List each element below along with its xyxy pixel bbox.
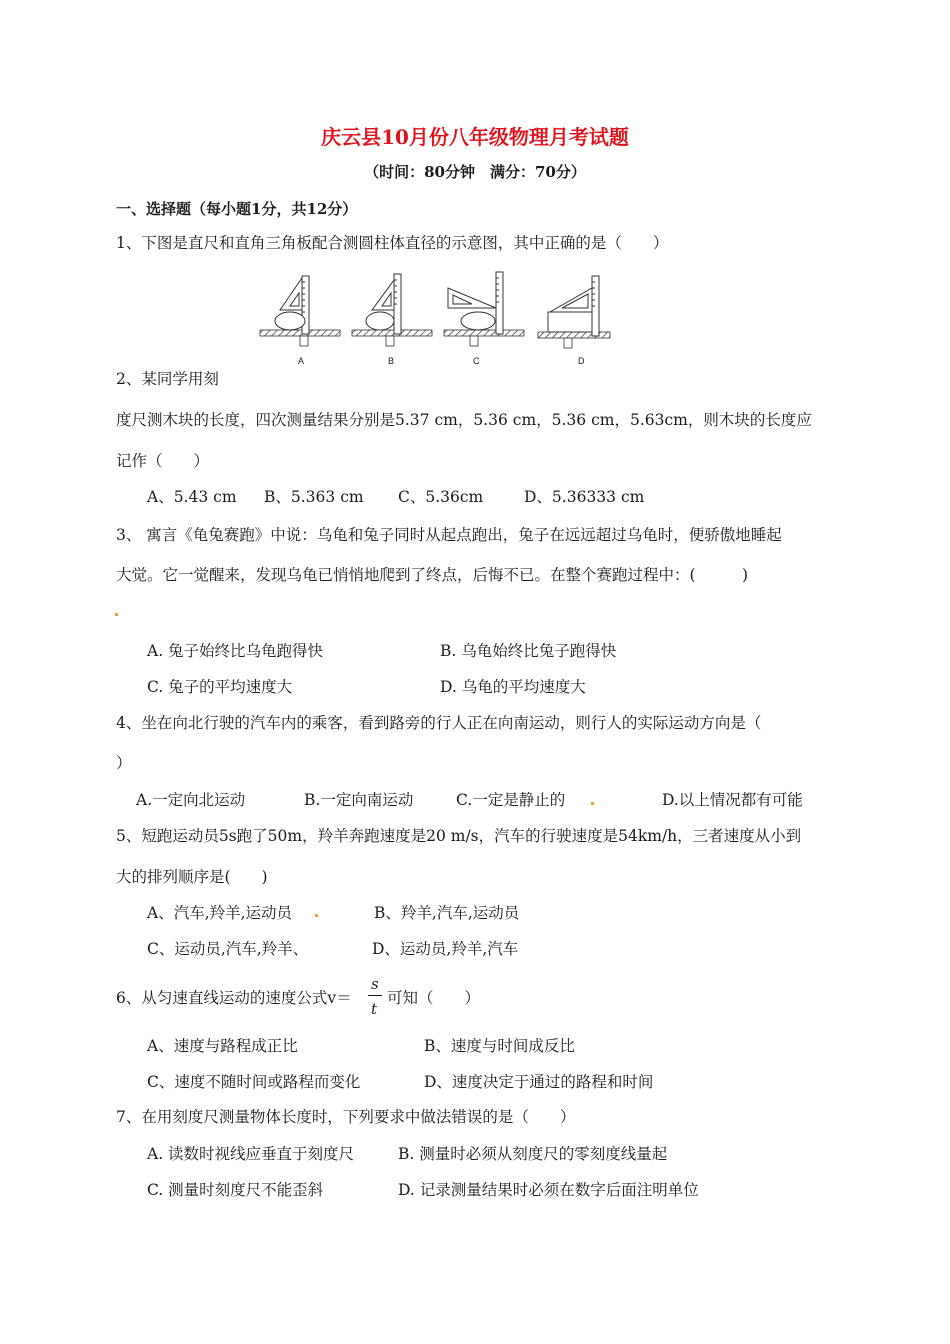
q3-option-a: A. 兔子始终比乌龟跑得快: [147, 642, 324, 660]
q4-stem-line1: 4、坐在向北行驶的汽车内的乘客，看到路旁的行人正在向南运动，则行人的实际运动方向是（: [116, 714, 762, 732]
q7-option-d: D. 记录测量结果时必须在数字后面注明单位: [398, 1181, 699, 1199]
q6-option-c: C、速度不随时间或路程而变化: [147, 1073, 361, 1091]
formula-numerator: s: [371, 975, 379, 993]
q6-option-b: B、速度与时间成反比: [424, 1037, 575, 1055]
q4-option-a: A.一定向北运动: [136, 791, 246, 809]
q4-option-c: C.一定是静止的: [456, 791, 566, 809]
q7-option-c: C. 测量时刻度尺不能歪斜: [147, 1181, 324, 1199]
q2-stem-line1: 2、某同学用刻: [116, 370, 219, 388]
q4-option-d: D.以上情况都有可能: [662, 791, 803, 809]
q7-option-b: B. 测量时必须从刻度尺的零刻度线量起: [398, 1145, 668, 1163]
q3-option-c: C. 兔子的平均速度大: [147, 678, 293, 696]
q3-option-d: D. 乌龟的平均速度大: [440, 678, 586, 696]
q6-option-a: A、速度与路程成正比: [147, 1037, 298, 1055]
section-heading: 一、选择题（每小题1分，共12分）: [116, 200, 358, 218]
stray-mark: [591, 802, 594, 805]
q1-figure: [256, 266, 616, 370]
q4-option-b: B.一定向南运动: [304, 791, 414, 809]
figure-label-b: B: [388, 356, 395, 366]
q5-stem-line1: 5、短跑运动员5s跑了50m，羚羊奔跑速度是20 m/s，汽车的行驶速度是54km/h，三者速度从小到: [116, 827, 802, 845]
figure-label-a: A: [298, 356, 305, 366]
q7-option-a: A. 读数时视线应垂直于刻度尺: [147, 1145, 355, 1163]
q3-option-b: B. 乌龟始终比兔子跑得快: [440, 642, 617, 660]
q5-option-d: D、运动员,羚羊,汽车: [372, 940, 519, 958]
q7-stem: 7、在用刻度尺测量物体长度时，下列要求中做法错误的是（ ）: [116, 1108, 576, 1126]
q5-option-c: C、运动员,汽车,羚羊、: [147, 940, 309, 958]
figure-b: [352, 274, 432, 366]
fraction-bar: [368, 995, 382, 996]
q2-option-b: B、5.363 cm: [264, 488, 364, 506]
q6-stem-after: 可知（ ）: [387, 989, 481, 1007]
q2-option-c: C、5.36cm: [398, 488, 484, 506]
exam-info: （时间：80分钟 满分：70分）: [364, 163, 586, 181]
figure-d: [538, 276, 610, 366]
figure-label-d: D: [578, 356, 585, 366]
q1-stem: 1、下图是直尺和直角三角板配合测圆柱体直径的示意图，其中正确的是（ ）: [116, 234, 669, 252]
figure-label-c: C: [473, 356, 480, 366]
q4-stem-line2: ）: [116, 754, 132, 772]
q2-option-a: A、5.43 cm: [147, 488, 237, 506]
q6-option-d: D、速度决定于通过的路程和时间: [424, 1073, 654, 1091]
formula-denominator: t: [371, 1000, 378, 1018]
figure-a: [260, 276, 340, 366]
page-title: 庆云县10月份八年级物理月考试题: [321, 125, 629, 149]
q2-option-d: D、5.36333 cm: [524, 488, 645, 506]
q2-stem-line3: 记作（ ）: [116, 452, 210, 470]
q5-option-a: A、汽车,羚羊,运动员: [147, 904, 293, 922]
figure-c: [444, 272, 524, 366]
q5-stem-line2: 大的排列顺序是( ): [116, 868, 268, 886]
q5-option-b: B、羚羊,汽车,运动员: [374, 904, 520, 922]
stray-mark: [115, 613, 118, 616]
q6-stem-before: 6、从匀速直线运动的速度公式v＝: [116, 989, 352, 1007]
q2-stem-line2: 度尺测木块的长度，四次测量结果分别是5.37 cm，5.36 cm，5.36 cm，5.63cm，则木块的长度应: [116, 411, 812, 429]
q3-stem-line2: 大觉。它一觉醒来，发现乌龟已悄悄地爬到了终点，后悔不已。在整个赛跑过程中：( ): [116, 566, 749, 584]
q3-stem-line1: 3、 寓言《龟兔赛跑》中说：乌龟和兔子同时从起点跑出，兔子在远远超过乌龟时，便骄傲地睡起: [116, 526, 782, 544]
stray-mark: [315, 914, 318, 917]
